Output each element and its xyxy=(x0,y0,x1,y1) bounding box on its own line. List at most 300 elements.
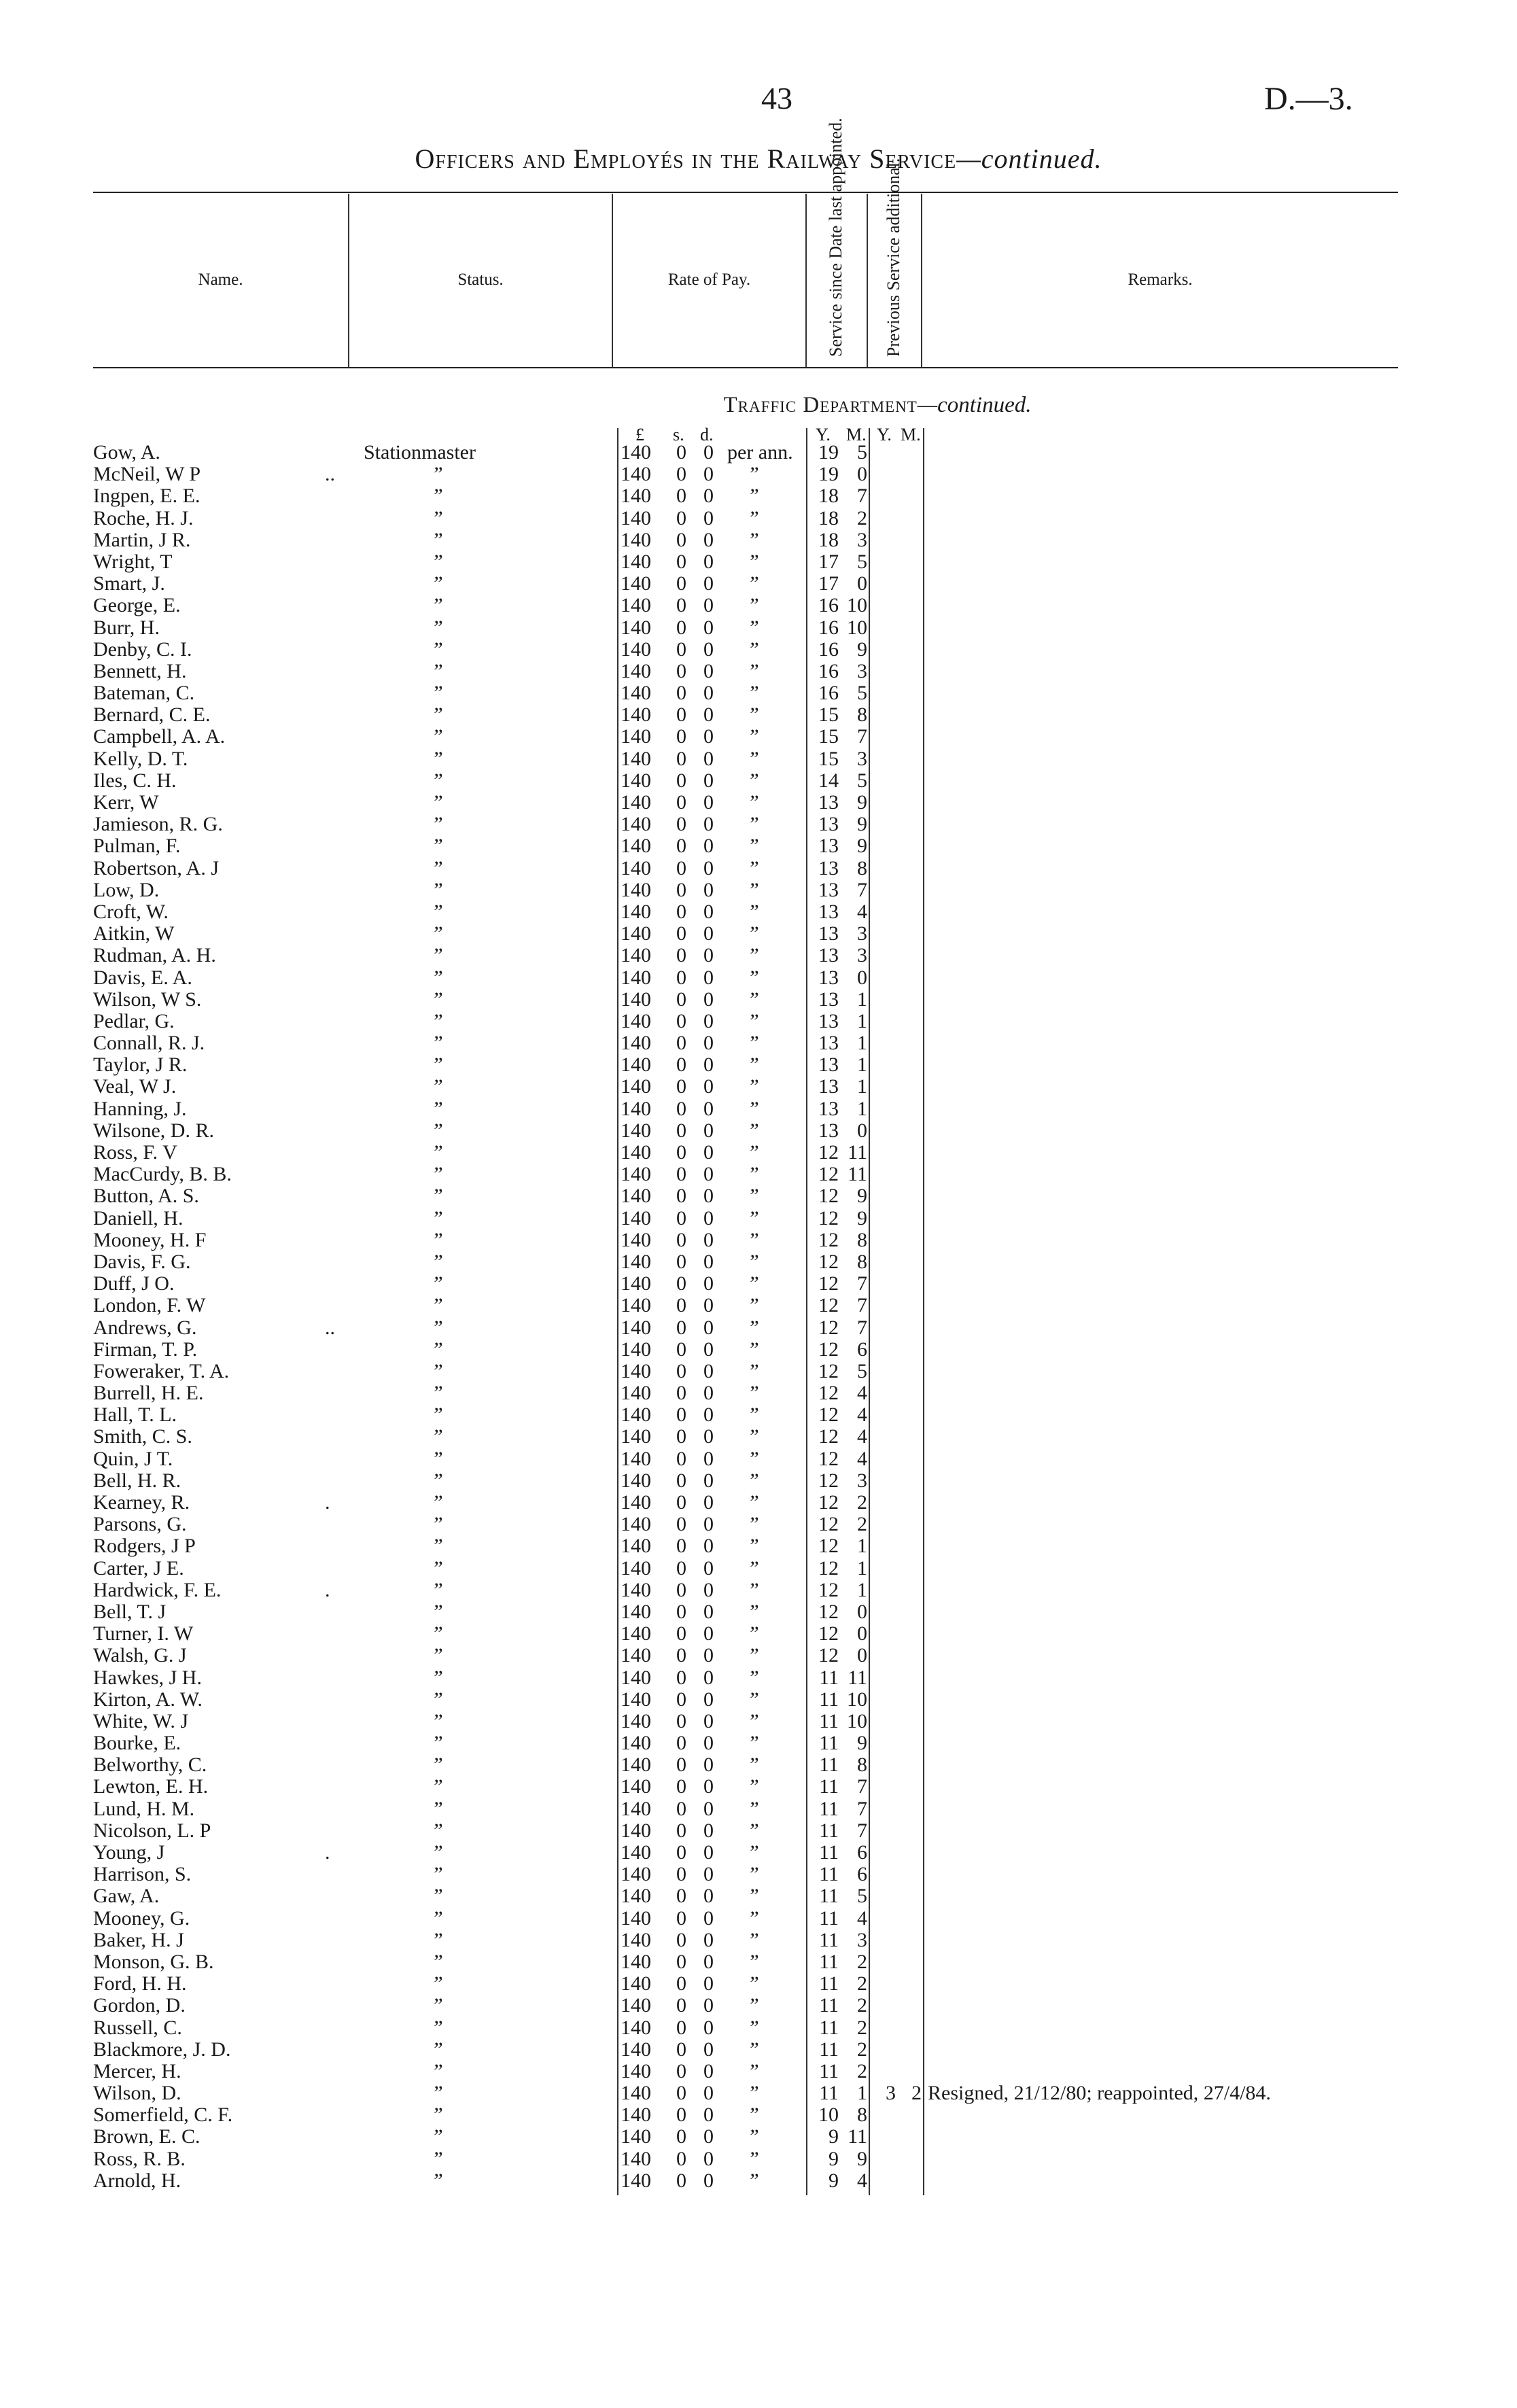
pay-pence: 0 xyxy=(703,1863,714,1886)
section-title xyxy=(0,393,1517,418)
table-row xyxy=(0,1098,1517,1120)
employee-name: Bell, T. J xyxy=(93,1600,167,1623)
service-months: 4 xyxy=(857,1447,867,1470)
employee-name: Kirton, A. W. xyxy=(93,1688,203,1711)
pay-pounds: 140 xyxy=(621,1841,651,1864)
status-ditto: ” xyxy=(432,791,443,814)
pay-pence: 0 xyxy=(703,528,714,551)
status-ditto: ” xyxy=(432,966,443,989)
pay-period-ditto: ” xyxy=(748,703,759,727)
status-ditto: ” xyxy=(432,1819,443,1842)
employee-name: Jamieson, R. G. xyxy=(93,813,223,836)
pay-pence: 0 xyxy=(703,2104,714,2127)
service-years: 12 xyxy=(818,1622,839,1645)
pay-period-ditto: ” xyxy=(748,1950,759,1973)
pay-pence: 0 xyxy=(703,572,714,595)
table-row xyxy=(0,2104,1517,2126)
pay-shillings: 0 xyxy=(676,1469,686,1492)
pay-period-ditto: ” xyxy=(748,1250,759,1273)
employee-name: Rudman, A. H. xyxy=(93,944,216,967)
status-ditto: ” xyxy=(432,1316,443,1339)
pay-shillings: 0 xyxy=(676,550,686,573)
status-ditto: ” xyxy=(432,1009,443,1032)
employee-name: Hawkes, J H. xyxy=(93,1666,202,1689)
pay-period-ditto: ” xyxy=(748,1994,759,2017)
pay-pence: 0 xyxy=(703,791,714,814)
service-months: 2 xyxy=(857,2016,867,2039)
service-months: 0 xyxy=(857,1644,867,1667)
pay-shillings: 0 xyxy=(676,1709,686,1732)
status-ditto: ” xyxy=(432,835,443,858)
pay-pounds: 140 xyxy=(621,1950,651,1973)
status-ditto: ” xyxy=(432,1556,443,1580)
pay-shillings: 0 xyxy=(676,1359,686,1382)
status-ditto: ” xyxy=(432,1972,443,1995)
service-months: 4 xyxy=(857,1382,867,1405)
service-months: 8 xyxy=(857,856,867,879)
table-row xyxy=(0,1317,1517,1339)
service-years: 12 xyxy=(818,1206,839,1229)
service-months: 1 xyxy=(857,2082,867,2105)
service-months: 4 xyxy=(857,2169,867,2192)
pay-pence: 0 xyxy=(703,1272,714,1295)
service-years: 15 xyxy=(818,703,839,727)
status-ditto: ” xyxy=(432,1863,443,1886)
pay-shillings: 0 xyxy=(676,616,686,639)
employee-name: Smith, C. S. xyxy=(93,1425,192,1448)
pay-pounds: 140 xyxy=(621,1600,651,1623)
pay-pence: 0 xyxy=(703,1359,714,1382)
pay-pence: 0 xyxy=(703,1622,714,1645)
service-years: 16 xyxy=(818,682,839,705)
service-years: 11 xyxy=(819,2038,839,2061)
pay-pounds: 140 xyxy=(621,594,651,617)
service-years: 13 xyxy=(818,900,839,923)
pay-pounds: 140 xyxy=(621,1119,651,1142)
service-years: 11 xyxy=(819,1928,839,1951)
pay-period-ditto: ” xyxy=(748,2125,759,2148)
table-row xyxy=(0,879,1517,901)
table-row xyxy=(0,639,1517,661)
pay-shillings: 0 xyxy=(676,1688,686,1711)
employee-name: Taylor, J R. xyxy=(93,1053,188,1077)
pay-pounds: 140 xyxy=(621,1732,651,1755)
pay-period-ditto: ” xyxy=(748,1841,759,1864)
service-years: 11 xyxy=(819,1863,839,1886)
employee-name: Bourke, E. xyxy=(93,1732,181,1755)
service-months: 6 xyxy=(857,1863,867,1886)
previous-service-years: 3 xyxy=(886,2082,896,2105)
pay-pence: 0 xyxy=(703,2059,714,2082)
pay-period-ditto: ” xyxy=(748,1382,759,1405)
service-months: 0 xyxy=(857,1600,867,1623)
status-ditto: ” xyxy=(432,638,443,661)
table-row xyxy=(0,1404,1517,1426)
table-row xyxy=(0,1339,1517,1361)
status-ditto: ” xyxy=(432,725,443,748)
service-months: 0 xyxy=(857,572,867,595)
service-months: 3 xyxy=(857,747,867,770)
table-row xyxy=(0,1908,1517,1930)
employee-name: Iles, C. H. xyxy=(93,769,177,792)
service-months: 5 xyxy=(857,441,867,464)
service-months: 0 xyxy=(857,1119,867,1142)
pay-period-ditto: ” xyxy=(748,1097,759,1120)
pay-pence: 0 xyxy=(703,1732,714,1755)
status-ditto: ” xyxy=(432,1513,443,1536)
employee-name: Arnold, H. xyxy=(93,2169,181,2192)
service-months: 9 xyxy=(857,2147,867,2170)
status-ditto: ” xyxy=(432,1075,443,1098)
service-years: 11 xyxy=(819,2082,839,2105)
pay-shillings: 0 xyxy=(676,1666,686,1689)
service-years: 13 xyxy=(818,791,839,814)
pay-shillings: 0 xyxy=(676,441,686,464)
pay-pounds: 140 xyxy=(621,2125,651,2148)
leader-dots: . xyxy=(325,1841,330,1864)
table-row xyxy=(0,1251,1517,1273)
pay-pounds: 140 xyxy=(621,1141,651,1164)
pay-pounds: 140 xyxy=(621,2059,651,2082)
service-months: 7 xyxy=(857,1797,867,1820)
unit-previous-years: Y. xyxy=(877,425,892,444)
pay-shillings: 0 xyxy=(676,1403,686,1427)
service-years: 11 xyxy=(819,1841,839,1864)
service-years: 12 xyxy=(818,1316,839,1339)
employee-name: Foweraker, T. A. xyxy=(93,1359,230,1382)
table-row xyxy=(0,1470,1517,1492)
employee-name: Blackmore, J. D. xyxy=(93,2038,231,2061)
col-sep-rate-service xyxy=(805,194,807,367)
pay-pounds: 140 xyxy=(621,1535,651,1558)
table-row xyxy=(0,1492,1517,1514)
pay-shillings: 0 xyxy=(676,1753,686,1777)
column-header-name: Name. xyxy=(198,271,243,289)
pay-period-ditto: ” xyxy=(748,1141,759,1164)
employee-name: Brown, E. C. xyxy=(93,2125,200,2148)
pay-shillings: 0 xyxy=(676,682,686,705)
pay-shillings: 0 xyxy=(676,1622,686,1645)
service-months: 11 xyxy=(848,1666,867,1689)
pay-pence: 0 xyxy=(703,485,714,508)
service-months: 4 xyxy=(857,900,867,923)
table-row xyxy=(0,2082,1517,2104)
pay-shillings: 0 xyxy=(676,1994,686,2017)
table-row xyxy=(0,858,1517,879)
pay-shillings: 0 xyxy=(676,2169,686,2192)
previous-service-months: 2 xyxy=(911,2082,922,2105)
table-row xyxy=(0,1164,1517,1185)
service-months: 8 xyxy=(857,2104,867,2127)
employee-name: Wright, T xyxy=(93,550,173,573)
pay-pence: 0 xyxy=(703,856,714,879)
employee-name: Low, D. xyxy=(93,878,160,901)
pay-shillings: 0 xyxy=(676,1972,686,1995)
pay-pounds: 140 xyxy=(621,441,651,464)
service-months: 3 xyxy=(857,528,867,551)
pay-pence: 0 xyxy=(703,1819,714,1842)
pay-shillings: 0 xyxy=(676,1250,686,1273)
service-years: 13 xyxy=(818,1032,839,1055)
service-months: 9 xyxy=(857,813,867,836)
pay-pence: 0 xyxy=(703,988,714,1011)
service-months: 1 xyxy=(857,1032,867,1055)
pay-pounds: 140 xyxy=(621,1425,651,1448)
column-header-previous: Previous Service additional. xyxy=(884,158,903,357)
service-years: 15 xyxy=(818,747,839,770)
service-months: 9 xyxy=(857,638,867,661)
status-ditto: ” xyxy=(432,703,443,727)
employee-name: Burr, H. xyxy=(93,616,160,639)
table-row xyxy=(0,1448,1517,1470)
pay-pence: 0 xyxy=(703,1666,714,1689)
pay-period-ditto: ” xyxy=(748,1578,759,1601)
pay-pounds: 140 xyxy=(621,1032,651,1055)
employee-name: Davis, E. A. xyxy=(93,966,192,989)
pay-pence: 0 xyxy=(703,1994,714,2017)
pay-period-ditto: ” xyxy=(748,682,759,705)
employee-name: Russell, C. xyxy=(93,2016,182,2039)
table-row xyxy=(0,508,1517,529)
employee-name: Bateman, C. xyxy=(93,682,195,705)
service-months: 5 xyxy=(857,682,867,705)
employee-name: Pedlar, G. xyxy=(93,1009,175,1032)
pay-pence: 0 xyxy=(703,1928,714,1951)
pay-pounds: 140 xyxy=(621,2147,651,2170)
service-months: 9 xyxy=(857,791,867,814)
pay-pounds: 140 xyxy=(621,1294,651,1317)
service-months: 7 xyxy=(857,1819,867,1842)
pay-pounds: 140 xyxy=(621,1272,651,1295)
pay-shillings: 0 xyxy=(676,1906,686,1930)
table-row xyxy=(0,770,1517,792)
employee-name: Roche, H. J. xyxy=(93,506,194,529)
pay-period-ditto: ” xyxy=(748,1206,759,1229)
status-ditto: ” xyxy=(432,1775,443,1798)
pay-period-ditto: ” xyxy=(748,1403,759,1427)
service-years: 12 xyxy=(818,1228,839,1251)
pay-period-ditto: ” xyxy=(748,944,759,967)
service-months: 8 xyxy=(857,1753,867,1777)
service-years: 11 xyxy=(819,1994,839,2017)
pay-period-ditto: ” xyxy=(748,463,759,486)
pay-pence: 0 xyxy=(703,1425,714,1448)
pay-shillings: 0 xyxy=(676,506,686,529)
service-months: 2 xyxy=(857,1950,867,1973)
pay-shillings: 0 xyxy=(676,1075,686,1098)
pay-period-ditto: ” xyxy=(748,1732,759,1755)
service-months: 3 xyxy=(857,659,867,682)
pay-shillings: 0 xyxy=(676,1863,686,1886)
table-row xyxy=(0,1032,1517,1054)
pay-shillings: 0 xyxy=(676,1600,686,1623)
pay-pence: 0 xyxy=(703,1097,714,1120)
employee-name: Ingpen, E. E. xyxy=(93,485,200,508)
pay-period-ditto: ” xyxy=(748,900,759,923)
pay-shillings: 0 xyxy=(676,1928,686,1951)
employee-name: Robertson, A. J xyxy=(93,856,220,879)
status-ditto: ” xyxy=(432,1491,443,1514)
pay-pence: 0 xyxy=(703,944,714,967)
status-ditto: ” xyxy=(432,1906,443,1930)
table-row xyxy=(0,1142,1517,1164)
status-ditto: ” xyxy=(432,572,443,595)
pay-pounds: 140 xyxy=(621,2082,651,2105)
pay-period-ditto: ” xyxy=(748,1491,759,1514)
pay-period-ditto: ” xyxy=(748,616,759,639)
pay-pence: 0 xyxy=(703,835,714,858)
service-months: 2 xyxy=(857,1972,867,1995)
table-row xyxy=(0,551,1517,573)
employee-name: Turner, I. W xyxy=(93,1622,194,1645)
table-row xyxy=(0,1864,1517,1885)
status-ditto: ” xyxy=(432,1032,443,1055)
pay-shillings: 0 xyxy=(676,835,686,858)
service-years: 11 xyxy=(819,1797,839,1820)
pay-shillings: 0 xyxy=(676,1775,686,1798)
pay-pence: 0 xyxy=(703,550,714,573)
employee-name: Kerr, W xyxy=(93,791,159,814)
service-years: 11 xyxy=(819,1709,839,1732)
employee-name: MacCurdy, B. B. xyxy=(93,1163,232,1186)
employee-name: Veal, W J. xyxy=(93,1075,177,1098)
pay-pounds: 140 xyxy=(621,1469,651,1492)
col-sep-service-previous xyxy=(867,194,868,367)
pay-shillings: 0 xyxy=(676,2016,686,2039)
service-months: 4 xyxy=(857,1906,867,1930)
table-row xyxy=(0,1885,1517,1907)
status-ditto: ” xyxy=(432,2104,443,2127)
pay-shillings: 0 xyxy=(676,638,686,661)
table-row xyxy=(0,1842,1517,1864)
pay-pence: 0 xyxy=(703,769,714,792)
service-years: 12 xyxy=(818,1185,839,1208)
pay-pence: 0 xyxy=(703,638,714,661)
service-months: 7 xyxy=(857,1316,867,1339)
pay-pence: 0 xyxy=(703,1206,714,1229)
table-row xyxy=(0,1273,1517,1295)
pay-pounds: 140 xyxy=(621,878,651,901)
employee-name: Mooney, G. xyxy=(93,1906,190,1930)
service-years: 12 xyxy=(818,1403,839,1427)
unit-service-years: Y. xyxy=(816,425,831,444)
pay-pounds: 140 xyxy=(621,1206,651,1229)
pay-period-ditto: ” xyxy=(748,1513,759,1536)
unit-pound: £ xyxy=(635,425,644,444)
pay-period-ditto: ” xyxy=(748,2016,759,2039)
pay-shillings: 0 xyxy=(676,878,686,901)
employee-name: Pulman, F. xyxy=(93,835,181,858)
service-years: 10 xyxy=(818,2104,839,2127)
pay-pounds: 140 xyxy=(621,2104,651,2127)
pay-shillings: 0 xyxy=(676,1556,686,1580)
pay-period-ditto: ” xyxy=(748,922,759,945)
table-row xyxy=(0,1776,1517,1798)
page-title xyxy=(0,143,1517,175)
employee-name: Hall, T. L. xyxy=(93,1403,177,1427)
table-row xyxy=(0,1295,1517,1316)
pay-period-ditto: ” xyxy=(748,769,759,792)
pay-pounds: 140 xyxy=(621,1885,651,1908)
pay-pounds: 140 xyxy=(621,966,651,989)
pay-shillings: 0 xyxy=(676,2147,686,2170)
service-years: 12 xyxy=(818,1141,839,1164)
pay-period-ditto: ” xyxy=(748,1819,759,1842)
status-ditto: ” xyxy=(432,1885,443,1908)
pay-shillings: 0 xyxy=(676,1009,686,1032)
service-years: 12 xyxy=(818,1294,839,1317)
pay-pence: 0 xyxy=(703,1141,714,1164)
pay-pounds: 140 xyxy=(621,1709,651,1732)
pay-shillings: 0 xyxy=(676,791,686,814)
employee-table xyxy=(0,442,1517,2192)
pay-pounds: 140 xyxy=(621,528,651,551)
pay-period-ditto: ” xyxy=(748,1425,759,1448)
service-years: 11 xyxy=(819,1950,839,1973)
pay-shillings: 0 xyxy=(676,1732,686,1755)
pay-shillings: 0 xyxy=(676,1797,686,1820)
service-months: 3 xyxy=(857,1928,867,1951)
service-months: 8 xyxy=(857,1250,867,1273)
service-years: 12 xyxy=(818,1250,839,1273)
service-months: 2 xyxy=(857,2059,867,2082)
service-years: 12 xyxy=(818,1491,839,1514)
pay-pence: 0 xyxy=(703,1075,714,1098)
service-months: 6 xyxy=(857,1338,867,1361)
unit-pence: d. xyxy=(700,425,714,444)
pay-pounds: 140 xyxy=(621,1491,651,1514)
pay-period-ditto: ” xyxy=(748,747,759,770)
pay-period-ditto: ” xyxy=(748,1163,759,1186)
service-months: 7 xyxy=(857,1294,867,1317)
status-ditto: ” xyxy=(432,1141,443,1164)
pay-pounds: 140 xyxy=(621,572,651,595)
employee-name: Smart, J. xyxy=(93,572,165,595)
table-row xyxy=(0,1185,1517,1207)
status-ditto: ” xyxy=(432,2059,443,2082)
pay-shillings: 0 xyxy=(676,1338,686,1361)
service-months: 1 xyxy=(857,1535,867,1558)
pay-pence: 0 xyxy=(703,1119,714,1142)
status-ditto: ” xyxy=(432,769,443,792)
pay-pence: 0 xyxy=(703,1163,714,1186)
employee-name: Croft, W. xyxy=(93,900,169,923)
remark: Resigned, 21/12/80; reappointed, 27/4/84. xyxy=(928,2082,1271,2105)
service-years: 11 xyxy=(819,1819,839,1842)
status-ditto: ” xyxy=(432,1097,443,1120)
pay-pence: 0 xyxy=(703,682,714,705)
service-years: 11 xyxy=(819,1732,839,1755)
pay-pounds: 140 xyxy=(621,550,651,573)
pay-shillings: 0 xyxy=(676,1819,686,1842)
pay-shillings: 0 xyxy=(676,1578,686,1601)
pay-pounds: 140 xyxy=(621,1447,651,1470)
table-row xyxy=(0,989,1517,1011)
status-ditto: ” xyxy=(432,2125,443,2148)
service-months: 1 xyxy=(857,1053,867,1077)
pay-shillings: 0 xyxy=(676,725,686,748)
service-months: 7 xyxy=(857,1272,867,1295)
employee-name: Young, J xyxy=(93,1841,165,1864)
pay-period-ditto: ” xyxy=(748,1906,759,1930)
employee-name: Bernard, C. E. xyxy=(93,703,211,727)
status-ditto: ” xyxy=(432,1950,443,1973)
pay-period-ditto: ” xyxy=(748,1009,759,1032)
table-row xyxy=(0,1011,1517,1032)
employee-name: Ford, H. H. xyxy=(93,1972,187,1995)
status-ditto: ” xyxy=(432,813,443,836)
column-header-remarks: Remarks. xyxy=(1128,271,1193,289)
